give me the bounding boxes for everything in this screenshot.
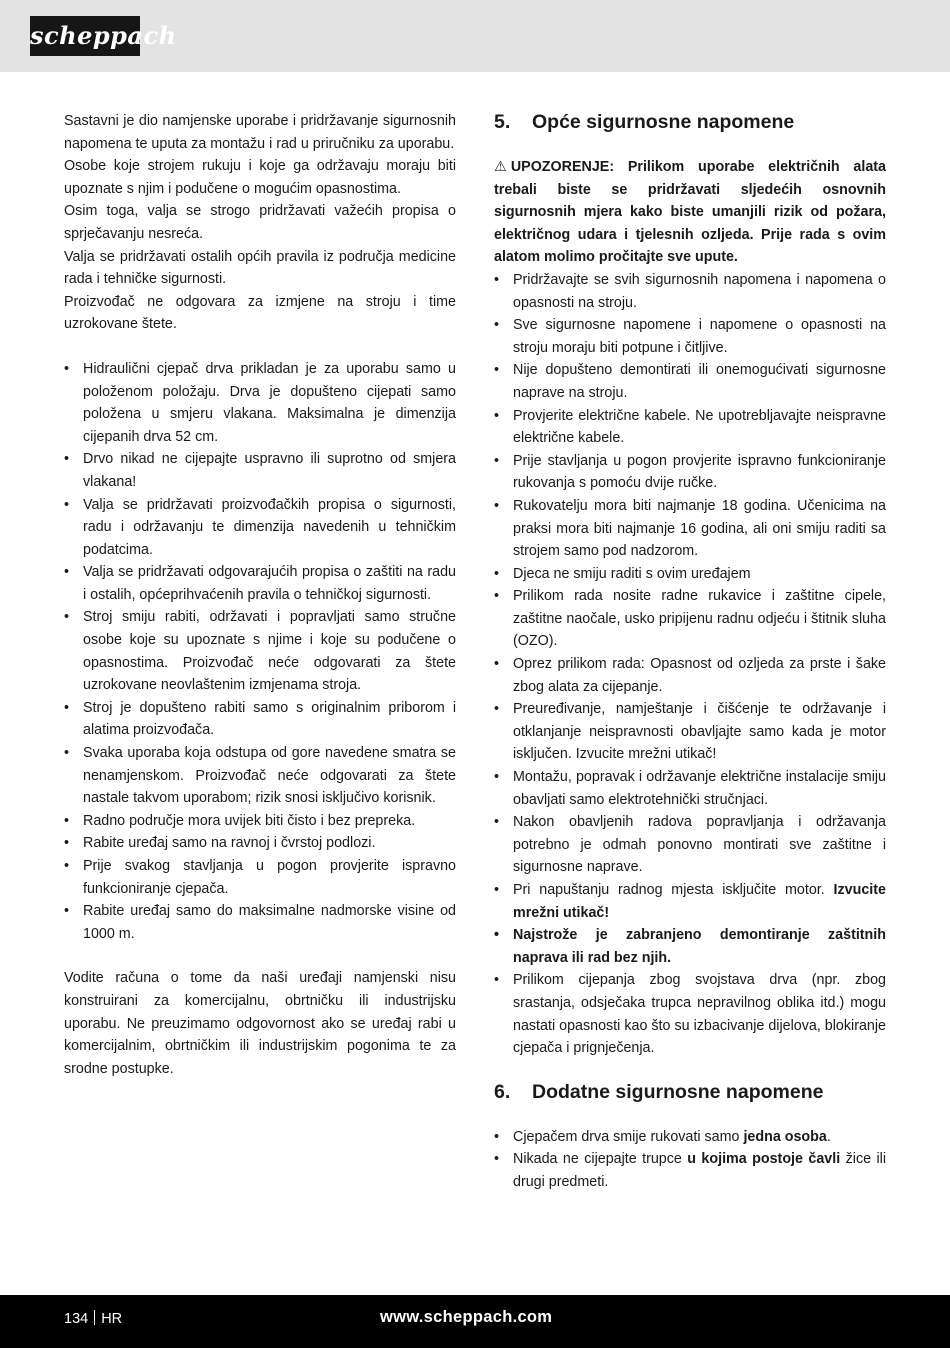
section-5-title: Opće sigurnosne napomene: [532, 111, 795, 133]
list-item: • Valja se pridržavati odgovarajućih propisa o zaštiti na radu i ostalih, općeprihvaćenih pravila o tehničkoj sigurnosti.: [64, 561, 456, 606]
intro-paragraph: Osobe koje strojem rukuju i koje ga održavaju moraju biti upoznate s njim i podučene o mogućim opasnostima.: [64, 158, 456, 197]
additional-safety-list: [494, 1126, 886, 1194]
intro-paragraph: Osim toga, valja se strogo pridržavati važećih propisa o sprječavanju nesreća.: [64, 203, 456, 242]
list-item: • Provjerite električne kabele. Ne upotrebljavajte neispravne električne kabele.: [494, 405, 886, 450]
list-item: • Svaka uporaba koja odstupa od gore navedene smatra se nenamjenskom. Proizvođač neće odgovarati za štete nastale takvom uporabom; rizik snosi isključivo korisnik.: [64, 742, 456, 810]
page-number: 134: [64, 1311, 89, 1327]
list-item: • Montažu, popravak i održavanje električne instalacije smiju obavljati samo elektrotehnički stručnjaci.: [494, 766, 886, 811]
closing-paragraph: Vodite računa o tome da naši uređaji namjenski nisu konstruirani za komercijalnu, obrtničku ili industrijsku uporabu. Ne preuzimamo odgovornost ako se uređaj rabi u komercijalnim, obrtničkim ili industrijskim pogonima te za srodne postupke.: [64, 970, 456, 1077]
usage-bullet-list: [64, 358, 456, 945]
list-item-text: Pri napuštanju radnog mjesta isključite motor.: [513, 882, 825, 898]
page-footer: [0, 1295, 950, 1348]
section-6-number: 6.: [494, 1080, 511, 1103]
list-item: • Prije svakog stavljanja u pogon provjerite ispravno funkcioniranje cjepača.: [64, 855, 456, 900]
list-item: • Oprez prilikom rada: Opasnost od ozljeda za prste i šake zbog alata za cijepanje.: [494, 653, 886, 698]
list-item-bold: Izvucite mrežni utikač!: [513, 882, 886, 921]
list-item: [494, 1148, 886, 1193]
list-item: • Valja se pridržavati proizvođačkih propisa o sigurnosti, radu i održavanju te dimenzija navedenih u tehničkim podatcima.: [64, 494, 456, 562]
warning-triangle-icon: ⚠: [494, 159, 507, 175]
section-6-heading: [494, 1080, 886, 1104]
section-6-title: Dodatne sigurnosne napomene: [532, 1080, 824, 1103]
list-item: • Rabite uređaj samo do maksimalne nadmorske visine od 1000 m.: [64, 900, 456, 945]
list-item: • Stroj smiju rabiti, održavati i popravljati samo stručne osobe koje su upoznate s njime i koje su podučene o opasnostima. Proizvođač neće odgovarati za štete uzrokovane neovlaštenim izmjenama stroja.: [64, 606, 456, 696]
safety-bullet-list: [494, 269, 886, 1060]
list-item: • Nije dopušteno demontirati ili onemogućivati sigurnosne naprave na stroju.: [494, 359, 886, 404]
list-item: • Rukovatelju mora biti najmanje 18 godina. Učenicima na praksi mora biti najmanje 16 godina, ali oni smiju raditi sa strojem samo pod nadzorom.: [494, 495, 886, 563]
page-indicator: [64, 1310, 122, 1327]
list-item: • Prije stavljanja u pogon provjerite ispravno funkcioniranje rukovanja s pomoću dvije ručke.: [494, 450, 886, 495]
list-item: • Rabite uređaj samo na ravnoj i čvrstoj podlozi.: [64, 832, 456, 855]
list-item-end: žice ili drugi predmeti.: [513, 1151, 886, 1190]
list-item: • Hidraulični cjepač drva prikladan je za uporabu samo u položenom položaju. Drva je dopušteno cijepati samo položena u smjeru vlakana. Maksimalna je dimenzija cijepanih drva 52 cm.: [64, 358, 456, 448]
section-5-heading: [494, 110, 886, 134]
intro-paragraph: Proizvođač ne odgovara za izmjene na stroju i time uzrokovane štete.: [64, 293, 456, 333]
list-item: • Nakon obavljenih radova popravljanja i održavanja potrebno je odmah ponovno montirati sve zaštitne i sigurnosne naprave.: [494, 811, 886, 879]
list-item: • Prilikom cijepanja zbog svojstava drva (npr. zbog srastanja, odsječaka trupca nepravilnog oblika itd.) mogu nastati opasnosti kao što su izbacivanje dijelova, blokiranje cjepača i prignječenja.: [494, 969, 886, 1059]
website-link[interactable]: www.scheppach.com: [380, 1308, 553, 1326]
list-item-text: Cjepačem drva smije rukovati samo: [513, 1128, 740, 1145]
intro-paragraph: Valja se pridržavati ostalih općih pravila iz područja medicine rada i tehničke sigurnosti.: [64, 248, 456, 288]
list-item: [494, 879, 886, 924]
list-item-end: .: [826, 1128, 831, 1145]
language-code: HR: [101, 1311, 123, 1327]
footer-divider: [94, 1310, 95, 1325]
list-item: • Sve sigurnosne napomene i napomene o opasnosti na stroju moraju biti potpune i čitljive.: [494, 314, 886, 359]
warning-text: UPOZORENJE: Prilikom uporabe električnih alata trebali biste se pridržavati sljedećih osnovnih sigurnosnih mjera kako biste umanjili rizik od požara, električnog udara i tjelesnih ozljeda. Prije rada s ovim alatom molimo pročitajte sve upute.: [494, 159, 886, 266]
right-column: [494, 110, 886, 1194]
list-item-bold: u kojima postoje čavli: [687, 1151, 841, 1168]
list-item: • Radno područje mora uvijek biti čisto i bez prepreka.: [64, 810, 456, 833]
list-item: • Drvo nikad ne cijepajte uspravno ili suprotno od smjera vlakana!: [64, 448, 456, 493]
list-item: • Pridržavajte se svih sigurnosnih napomena i napomena o opasnosti na stroju.: [494, 269, 886, 314]
list-item: [494, 1126, 886, 1149]
scheppach-logo: scheppach: [30, 16, 140, 56]
list-item: • Djeca ne smiju raditi s ovim uređajem: [494, 563, 886, 586]
list-item-bold: jedna osoba: [743, 1128, 827, 1145]
page-header: [0, 0, 950, 72]
section-5-number: 5.: [494, 111, 511, 133]
list-item: • Najstrože je zabranjeno demontiranje zaštitnih naprava ili rad bez njih.: [494, 924, 886, 969]
list-item-text: Nikada ne cijepajte trupce: [513, 1151, 682, 1168]
left-column: [64, 110, 456, 1080]
list-item: • Preuređivanje, namještanje i čišćenje te održavanje i otklanjanje neispravnosti obavljajte samo kada je motor isključen. Izvucite mrežni utikač!: [494, 698, 886, 766]
warning-notice: [494, 156, 886, 269]
intro-paragraph: Sastavni je dio namjenske uporabe i pridržavanje sigurnosnih napomena te uputa za montažu i rad u priručniku za uporabu.: [64, 113, 456, 152]
list-item: • Stroj je dopušteno rabiti samo s originalnim priborom i alatima proizvođača.: [64, 697, 456, 742]
list-item: • Prilikom rada nosite radne rukavice i zaštitne cipele, zaštitne naočale, usko pripijenu radnu odjeću i štitnik sluha (OZO).: [494, 585, 886, 653]
